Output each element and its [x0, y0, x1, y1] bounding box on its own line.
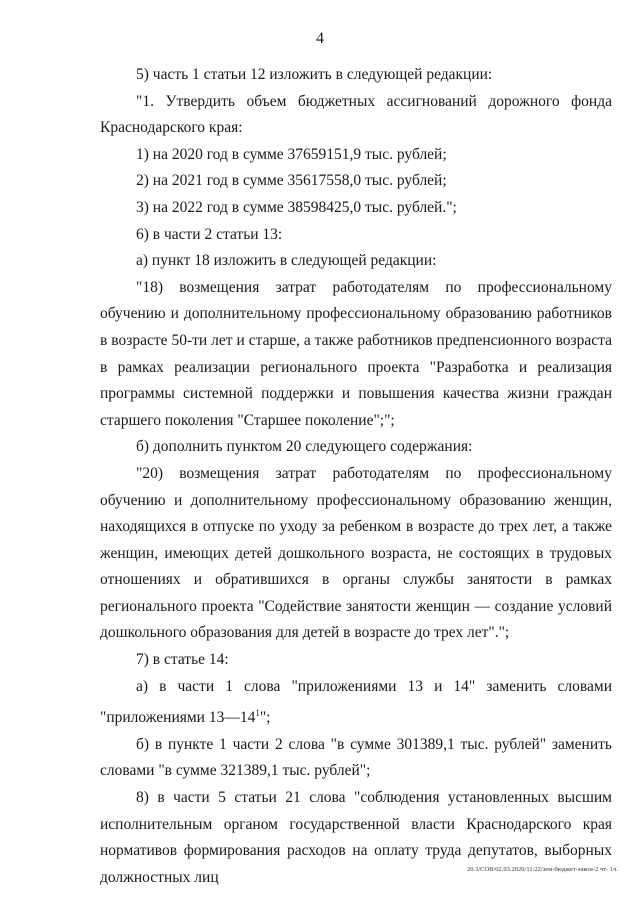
paragraph: "20) возмещения затрат работодателям по профессиональному обучению и дополнительному профессиональному образованию женщин, находящихся в отпуске по уходу за ребенком в возрасте до трех лет, а также женщин, имеющих детей дошкольного возраста, не состоящих в трудовых отношениях и обратившихся в органы службы занятости в рамках регионального проекта "Содействие занятости женщин — создание условий дошкольного образования для детей в возрасте до трех лет".";: [100, 464, 612, 642]
superscript: 1: [255, 708, 260, 719]
paragraph: 2) на 2021 год в сумме 35617558,0 тыс. рублей;: [136, 172, 447, 190]
document-body: [100, 62, 612, 891]
paragraph-text: а) в части 1 слова "приложениями 13 и 14" заменить словами "приложениями 13—14: [100, 677, 612, 727]
paragraph: 5) часть 1 статьи 12 изложить в следующей редакции:: [136, 66, 493, 83]
paragraph: 3) на 2022 год в сумме 38598425,0 тыс. рублей.";: [136, 198, 457, 216]
paragraph: а) пункт 18 изложить в следующей редакции:: [136, 252, 437, 270]
paragraph: б) в пункте 1 части 2 слова "в сумме 301389,1 тыс. рублей" заменить словами "в сумме 321389,1 тыс. рублей";: [100, 735, 612, 780]
document-footer-code: 20.3/СОВ/02.03.2020/11:22/зем-бюджет-закон-2 чт- 1ч.: [466, 866, 618, 873]
paragraph-text: ";: [259, 709, 271, 727]
paragraph: [100, 674, 612, 732]
paragraph: 6) в части 2 статьи 13:: [136, 225, 283, 243]
paragraph: "1. Утвердить объем бюджетных ассигнований дорожного фонда Краснодарского края:: [100, 92, 612, 137]
paragraph: 8) в части 5 статьи 21 слова "соблюдения установленных высшим исполнительным органом государственной власти Краснодарского края нормативов формирования расходов на оплату труда депутатов, выборных должностных лиц: [100, 789, 612, 886]
paragraph: 7) в статье 14:: [136, 651, 229, 669]
paragraph: "18) возмещения затрат работодателям по профессиональному обучению и дополнительному профессиональному образованию работников в возрасте 50-ти лет и старше, а также работников предпенсионного возраста в рамках реализации регионального проекта "Разработка и реализация программы системной поддержки и повышения качества жизни граждан старшего поколения "Старшее поколение";";: [100, 278, 612, 429]
paragraph: 1) на 2020 год в сумме 37659151,9 тыс. рублей;: [136, 145, 447, 163]
page-number: 4: [316, 30, 324, 47]
paragraph: б) дополнить пунктом 20 следующего содержания:: [136, 438, 473, 456]
